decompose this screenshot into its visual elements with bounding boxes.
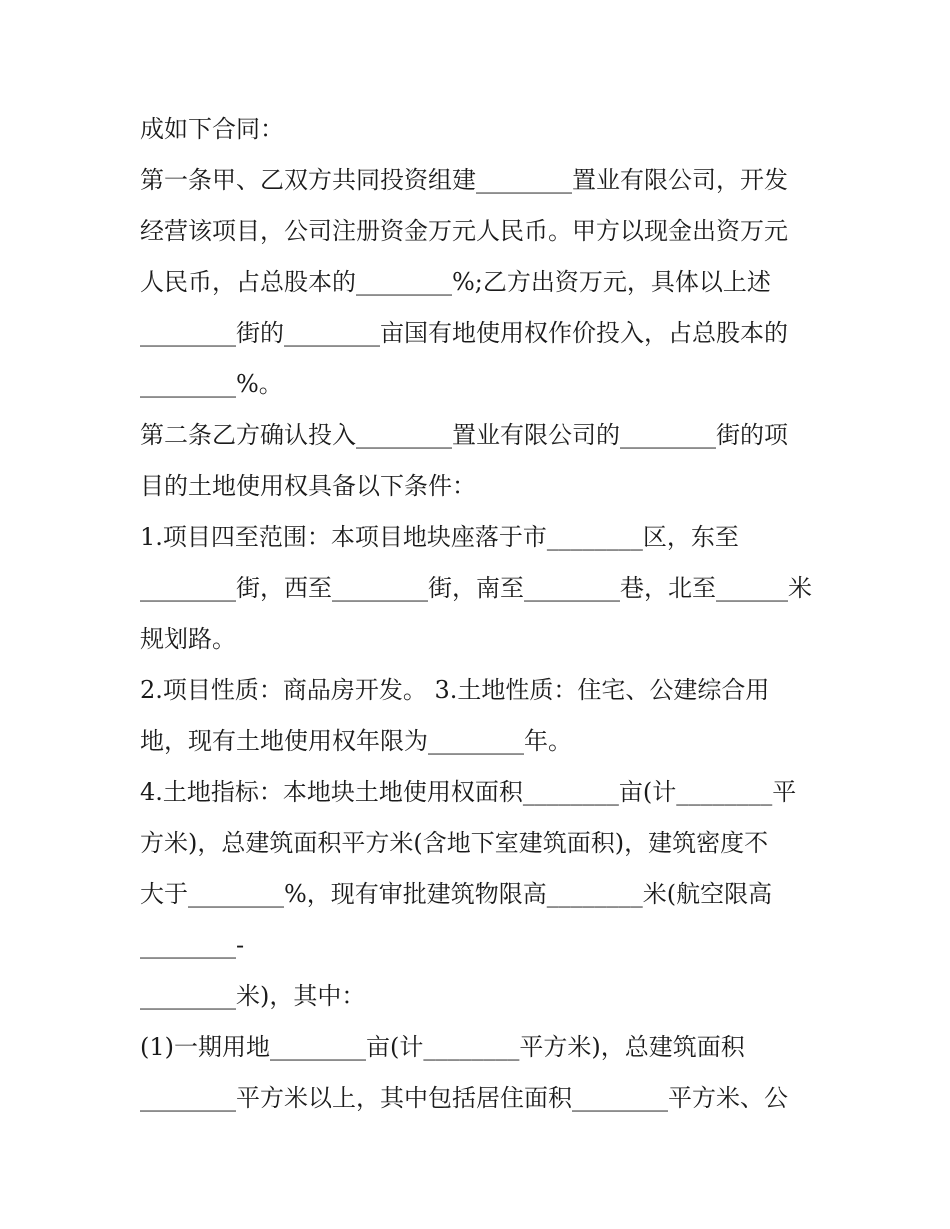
text-line: 规划路。 [140, 625, 236, 653]
text-line: 4.土地指标：本地块土地使用权面积________亩(计________平 [140, 778, 797, 806]
text-line: 2.项目性质：商品房开发。 3.土地性质：住宅、公建综合用 [140, 676, 770, 704]
text-line: 第二条乙方确认投入________置业有限公司的________街的项 [140, 421, 788, 449]
text-line: 方米)，总建筑面积平方米(含地下室建筑面积)，建筑密度不 [140, 829, 769, 857]
text-line: ________平方米以上，其中包括居住面积________平方米、公 [140, 1084, 788, 1112]
text-line: ________米)，其中： [140, 982, 366, 1010]
text-line: ________%。 [140, 370, 283, 398]
text-line: 地，现有土地使用权年限为________年。 [140, 727, 572, 755]
text-line: ________- [140, 931, 245, 959]
text-line: 第一条甲、乙双方共同投资组建________置业有限公司，开发 [140, 166, 788, 194]
text-line: 成如下合同： [140, 115, 284, 143]
text-line: ________街，西至________街，南至________巷，北至______米 [140, 574, 812, 602]
text-line: (1)一期用地________亩(计________平方米)，总建筑面积 [140, 1033, 745, 1061]
text-line: 大于________%，现有审批建筑物限高________米(航空限高 [140, 880, 773, 908]
text-line: 1.项目四至范围：本项目地块座落于市________区，东至 [140, 523, 739, 551]
text-line: 人民币，占总股本的________%;乙方出资万元，具体以上述 [140, 268, 771, 296]
contract-body [140, 104, 820, 1124]
text-line: ________街的________亩国有地使用权作价投入，占总股本的 [140, 319, 788, 347]
text-line: 经营该项目，公司注册资金万元人民币。甲方以现金出资万元 [140, 217, 788, 245]
text-line: 目的土地使用权具备以下条件： [140, 472, 476, 500]
